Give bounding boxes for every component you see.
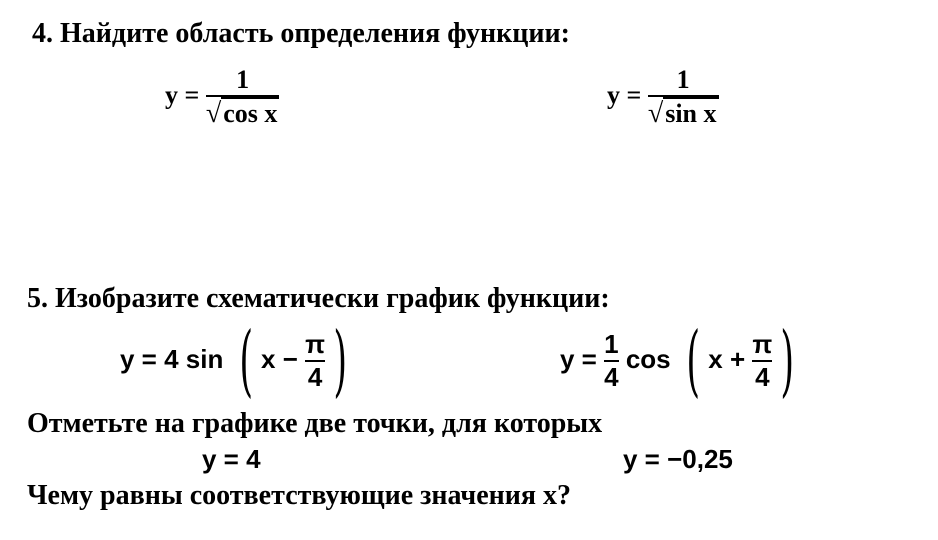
formula-lhs: y = 4 sin [120,343,224,374]
numerator: π [305,328,326,359]
numerator: π [752,328,773,359]
fraction [648,66,719,129]
condition-2: y = −0,25 [623,444,733,474]
denominator: 4 [755,362,770,392]
pi-fraction [305,328,326,392]
task4-formula-sin [607,66,719,129]
radicand: cos x [223,99,278,129]
fraction [206,66,280,129]
task4-heading: 4. Найдите область определения функции: [32,18,570,49]
task5-heading: 5. Изобразите схематически график функции: [27,283,610,314]
right-paren: ) [333,316,348,406]
numerator: 1 [676,65,690,94]
formula-lhs: y = [165,80,200,110]
right-paren: ) [780,316,795,406]
left-paren: ( [238,316,253,406]
numerator: 1 [604,328,619,359]
condition-1: y = 4 [202,444,261,474]
denominator: 4 [604,362,619,392]
mark-points-text: Отметьте на графике две точки, для которых [27,408,603,439]
numerator: 1 [236,65,250,94]
arg-variable: x − [261,343,298,374]
left-paren: ( [686,316,700,406]
radicand: sin x [665,99,717,129]
formula-lhs: y = [560,343,597,374]
denominator: 4 [307,362,323,392]
task4-formula-cos [165,66,279,129]
denominator [648,99,719,128]
task5-formula-cos [560,316,803,406]
task5-formula-sin [120,316,355,406]
formula-lhs: y = [607,80,642,110]
denominator [206,99,280,128]
coef-fraction [604,328,619,392]
sqrt-icon: √ [647,98,664,130]
question-text: Чему равны соответствующие значения x? [27,480,572,511]
arg-variable: x + [708,343,746,374]
function-name: cos [625,343,671,374]
pi-fraction [752,328,773,392]
sqrt-icon: √ [205,98,222,130]
